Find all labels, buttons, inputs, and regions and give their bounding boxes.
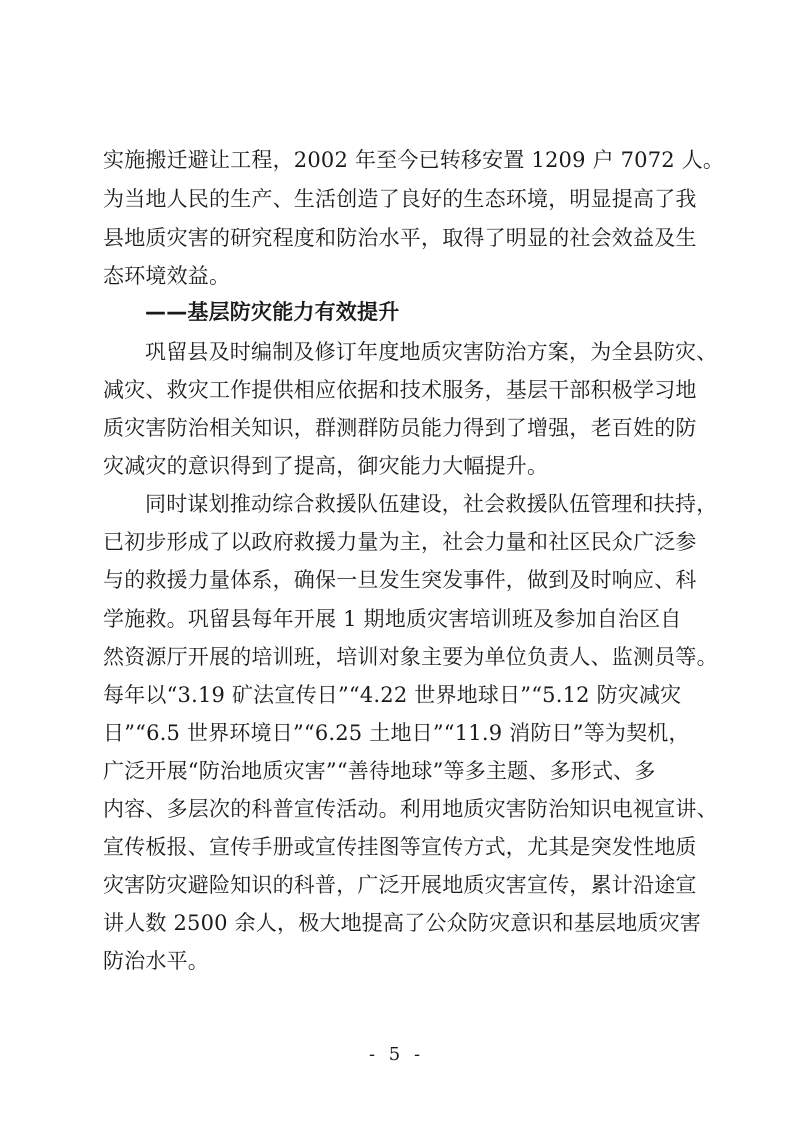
paragraph-line: 广泛开展“防治地质灾害”“善待地球”等多主题、多形式、多 xyxy=(103,759,656,783)
paragraph-line: 灾害防灾避险知识的科普，广泛开展地质灾害宣传，累计沿途宣 xyxy=(103,873,697,897)
paragraph-line: 质灾害防治相关知识，群测群防员能力得到了增强，老百姓的防 xyxy=(103,416,697,440)
paragraph-line: 与的救援力量体系，确保一旦发生突发事件，做到及时响应、科 xyxy=(103,568,697,592)
paragraph-line: 然资源厅开展的培训班，培训对象主要为单位负责人、监测员等。 xyxy=(103,645,718,669)
paragraph-line: 减灾、救灾工作提供相应依据和技术服务，基层干部积极学习地 xyxy=(103,378,697,402)
page-number: - 5 - xyxy=(368,1044,425,1065)
paragraph-line: 为当地人民的生产、生活创造了良好的生态环境，明显提高了我 xyxy=(103,187,697,211)
paragraph-line: 同时谋划推动综合救援队伍建设，社会救援队伍管理和扶持， xyxy=(145,492,718,516)
paragraph-line: 灾减灾的意识得到了提高，御灾能力大幅提升。 xyxy=(103,454,549,478)
paragraph-line: 内容、多层次的科普宣传活动。利用地质灾害防治知识电视宣讲、 xyxy=(103,797,718,821)
paragraph-line: 巩留县及时编制及修订年度地质灾害防治方案，为全县防灾、 xyxy=(145,340,718,364)
paragraph-line: 讲人数 2500 余人，极大地提高了公众防灾意识和基层地质灾害 xyxy=(103,911,701,935)
paragraph-line: 实施搬迁避让工程，2002 年至今已转移安置 1209 户 7072 人。 xyxy=(103,148,725,172)
paragraph-line: 已初步形成了以政府救援力量为主，社会力量和社区民众广泛参 xyxy=(103,530,697,554)
paragraph-line: 学施救。巩留县每年开展 1 期地质灾害培训班及参加自治区自 xyxy=(103,607,682,631)
paragraph-line: 每年以“3.19 矿法宣传日”“4.22 世界地球日”“5.12 防灾减灾 xyxy=(103,683,682,707)
paragraph-line: 防治水平。 xyxy=(103,949,209,973)
paragraph-line: 宣传板报、宣传手册或宣传挂图等宣传方式，尤其是突发性地质 xyxy=(103,835,697,859)
paragraph-line: 态环境效益。 xyxy=(103,264,231,288)
section-heading: ——基层防灾能力有效提升 xyxy=(145,300,400,324)
paragraph-line: 县地质灾害的研究程度和防治水平，取得了明显的社会效益及生 xyxy=(103,226,697,250)
paragraph-line: 日”“6.5 世界环境日”“6.25 土地日”“11.9 消防日”等为契机， xyxy=(103,721,690,745)
